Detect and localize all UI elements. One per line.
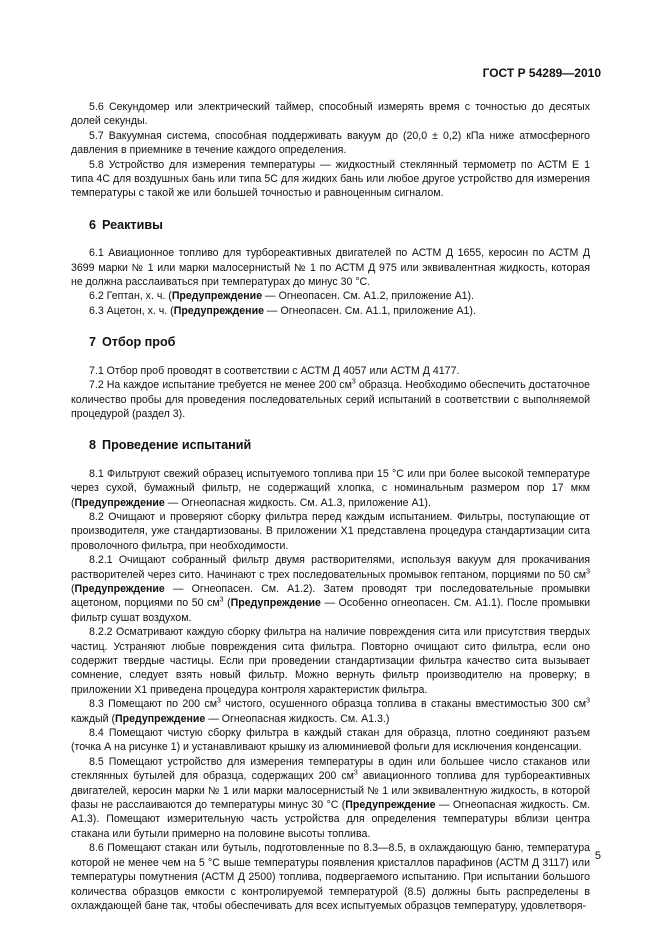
paragraph-8-2-1: 8.2.1 Очищают собранный фильтр двумя растворителями, используя вакуум для прокачивания растворителей через сито. Начинают с трех последовательных промывок гептаном, порциями по 50 $см^3$ (Предупреждение — Огнеопасен. См. А1.2). Затем проводят три последовательные промывки ацетоном, порциями по 50 $см^3$ (Предупреждение — Особенно огнеопасен. См. А1.1). После промывки фильтр сушат воздухом.: [71, 554, 590, 624]
paragraph-5-7: 5.7 Вакуумная система, способная поддерживать вакуум до (20,0 ± 0,2) кПа ниже атмосферного давления в приемнике в течение каждого определения.: [71, 129, 590, 157]
section-title: Проведение испытаний: [102, 438, 252, 453]
paragraph-5-8: 5.8 Устройство для измерения температуры — жидкостный стеклянный термометр по АСТМ Е 1 типа 4С для воздушных бань или типа 5С для жидких бань или любое другое устройство для измерения температуры с такой же или большей точностью и равноценным сигналом.: [71, 158, 590, 200]
page-number: 5: [594, 850, 601, 862]
paragraph-6-1: 6.1 Авиационное топливо для турбореактивных двигателей по АСТМ Д 1655, керосин по АСТМ Д 3699 марки № 1 или марки малосернистый № 1 по АСТМ Д 975 или эквивалентная жидкость, которая не должна расслаиваться при температурах до минус 30 °С.: [71, 247, 590, 289]
section-heading-8: [71, 438, 590, 452]
section-number: 6: [89, 217, 97, 232]
paragraph-8-2: 8.2 Очищают и проверяют сборку фильтра перед каждым испытанием. Фильтры, поступающие от производителя, уже стандартизованы. В приложении X1 представлена процедура стандартизации сита проволочного фильтра, при необходимости.: [71, 510, 590, 552]
paragraph-8-3: 8.3 Помещают по 200 $см^3$ чистого, осушенного образца топлива в стаканы вместимостью 300 $см^3$ каждый (Предупреждение — Огнеопасная жидкость. См. А1.3.): [71, 697, 590, 725]
paragraph-7-2: 7.2 На каждое испытание требуется не менее 200 $см^3$ образца. Необходимо обеспечить достаточное количество пробы для проведения последовательных серий испытаний в соответствии с выполняемой процедурой (раздел 3).: [71, 378, 590, 420]
section-heading-7: [71, 335, 590, 349]
page-content: [71, 100, 590, 913]
paragraph-6-2: 6.2 Гептан, х. ч. (Предупреждение — Огнеопасен. См. А1.2, приложение А1).: [89, 290, 474, 303]
section-heading-6: [71, 218, 590, 232]
section-number: 7: [89, 335, 97, 350]
paragraph-8-5: 8.5 Помещают устройство для измерения температуры в один или большее число стаканов или стеклянных бутылей для образца, содержащих 200 $см^3$ авиационного топлива для турбореактивных двигателей, керосин марки № 1 или марки малосернистый № 1 или эквивалентную жидкость, в которой фазы не расслаиваются до температуры минус 30 °С (Предупреждение — Огнеопасная жидкость. См. А1.3). Помещают измерительную часть устройства для определения температуры вблизи центра стакана или бутыли примерно на половине высоты топлива.: [71, 755, 590, 840]
paragraph-8-4: 8.4 Помещают чистую сборку фильтра в каждый стакан для образца, плотно соединяют разъем (точка А на рисунке 1) и устанавливают крышку из алюминиевой фольги для исключения конденсации.: [71, 727, 590, 754]
standard-code: ГОСТ Р 54289—2010: [482, 66, 601, 80]
paragraph-7-1: 7.1 Отбор проб проводят в соответствии с АСТМ Д 4057 или АСТМ Д 4177.: [89, 364, 460, 377]
paragraph-8-2-2: 8.2.2 Осматривают каждую сборку фильтра на наличие повреждения сита или присутствия твердых частиц. Устраняют любые повреждения сита фильтра. Повторно очищают сито фильтра, если оно содержит твердые частицы. Если при проведении стандартизации фильтра качество сита вызывает сомнение, следует взять новый фильтр. Можно вернуть фильтр производителю на проверку; в приложении X1 приведена процедура контроля характеристик фильтра.: [71, 626, 590, 696]
paragraph-8-1: 8.1 Фильтруют свежий образец испытуемого топлива при 15 °С или при более высокой температуре через сухой, бумажный фильтр, не содержащий хлопка, с номинальным размером пор 17 мкм (Предупреждение — Огнеопасная жидкость. См. А1.3, приложение А1).: [71, 467, 590, 509]
paragraph-6-3: 6.3 Ацетон, х. ч. (Предупреждение — Огнеопасен. См. А1.1, приложение А1).: [89, 304, 476, 317]
section-title: Реактивы: [102, 217, 163, 232]
paragraph-5-6: 5.6 Секундомер или электрический таймер, способный измерять время с точностью до десятых долей секунды.: [71, 101, 590, 128]
paragraph-8-6: 8.6 Помещают стакан или бутыль, подготовленные по 8.3—8.5, в охлаждающую баню, температура которой не менее чем на 5 °С выше температуры появления кристаллов парафинов (АСТМ Д 3117) или температуры помутнения (АСТМ Д 2500) топлива, подвергаемого испытанию. При испытании большого количества образцов емкости с контролируемой температурой (8.5) должны быть распределены в охлаждающей бане так, чтобы обеспечивать для всех испытуемых образцов температуру, удовлетворя-: [71, 842, 590, 912]
section-title: Отбор проб: [102, 335, 176, 350]
section-number: 8: [89, 438, 97, 453]
